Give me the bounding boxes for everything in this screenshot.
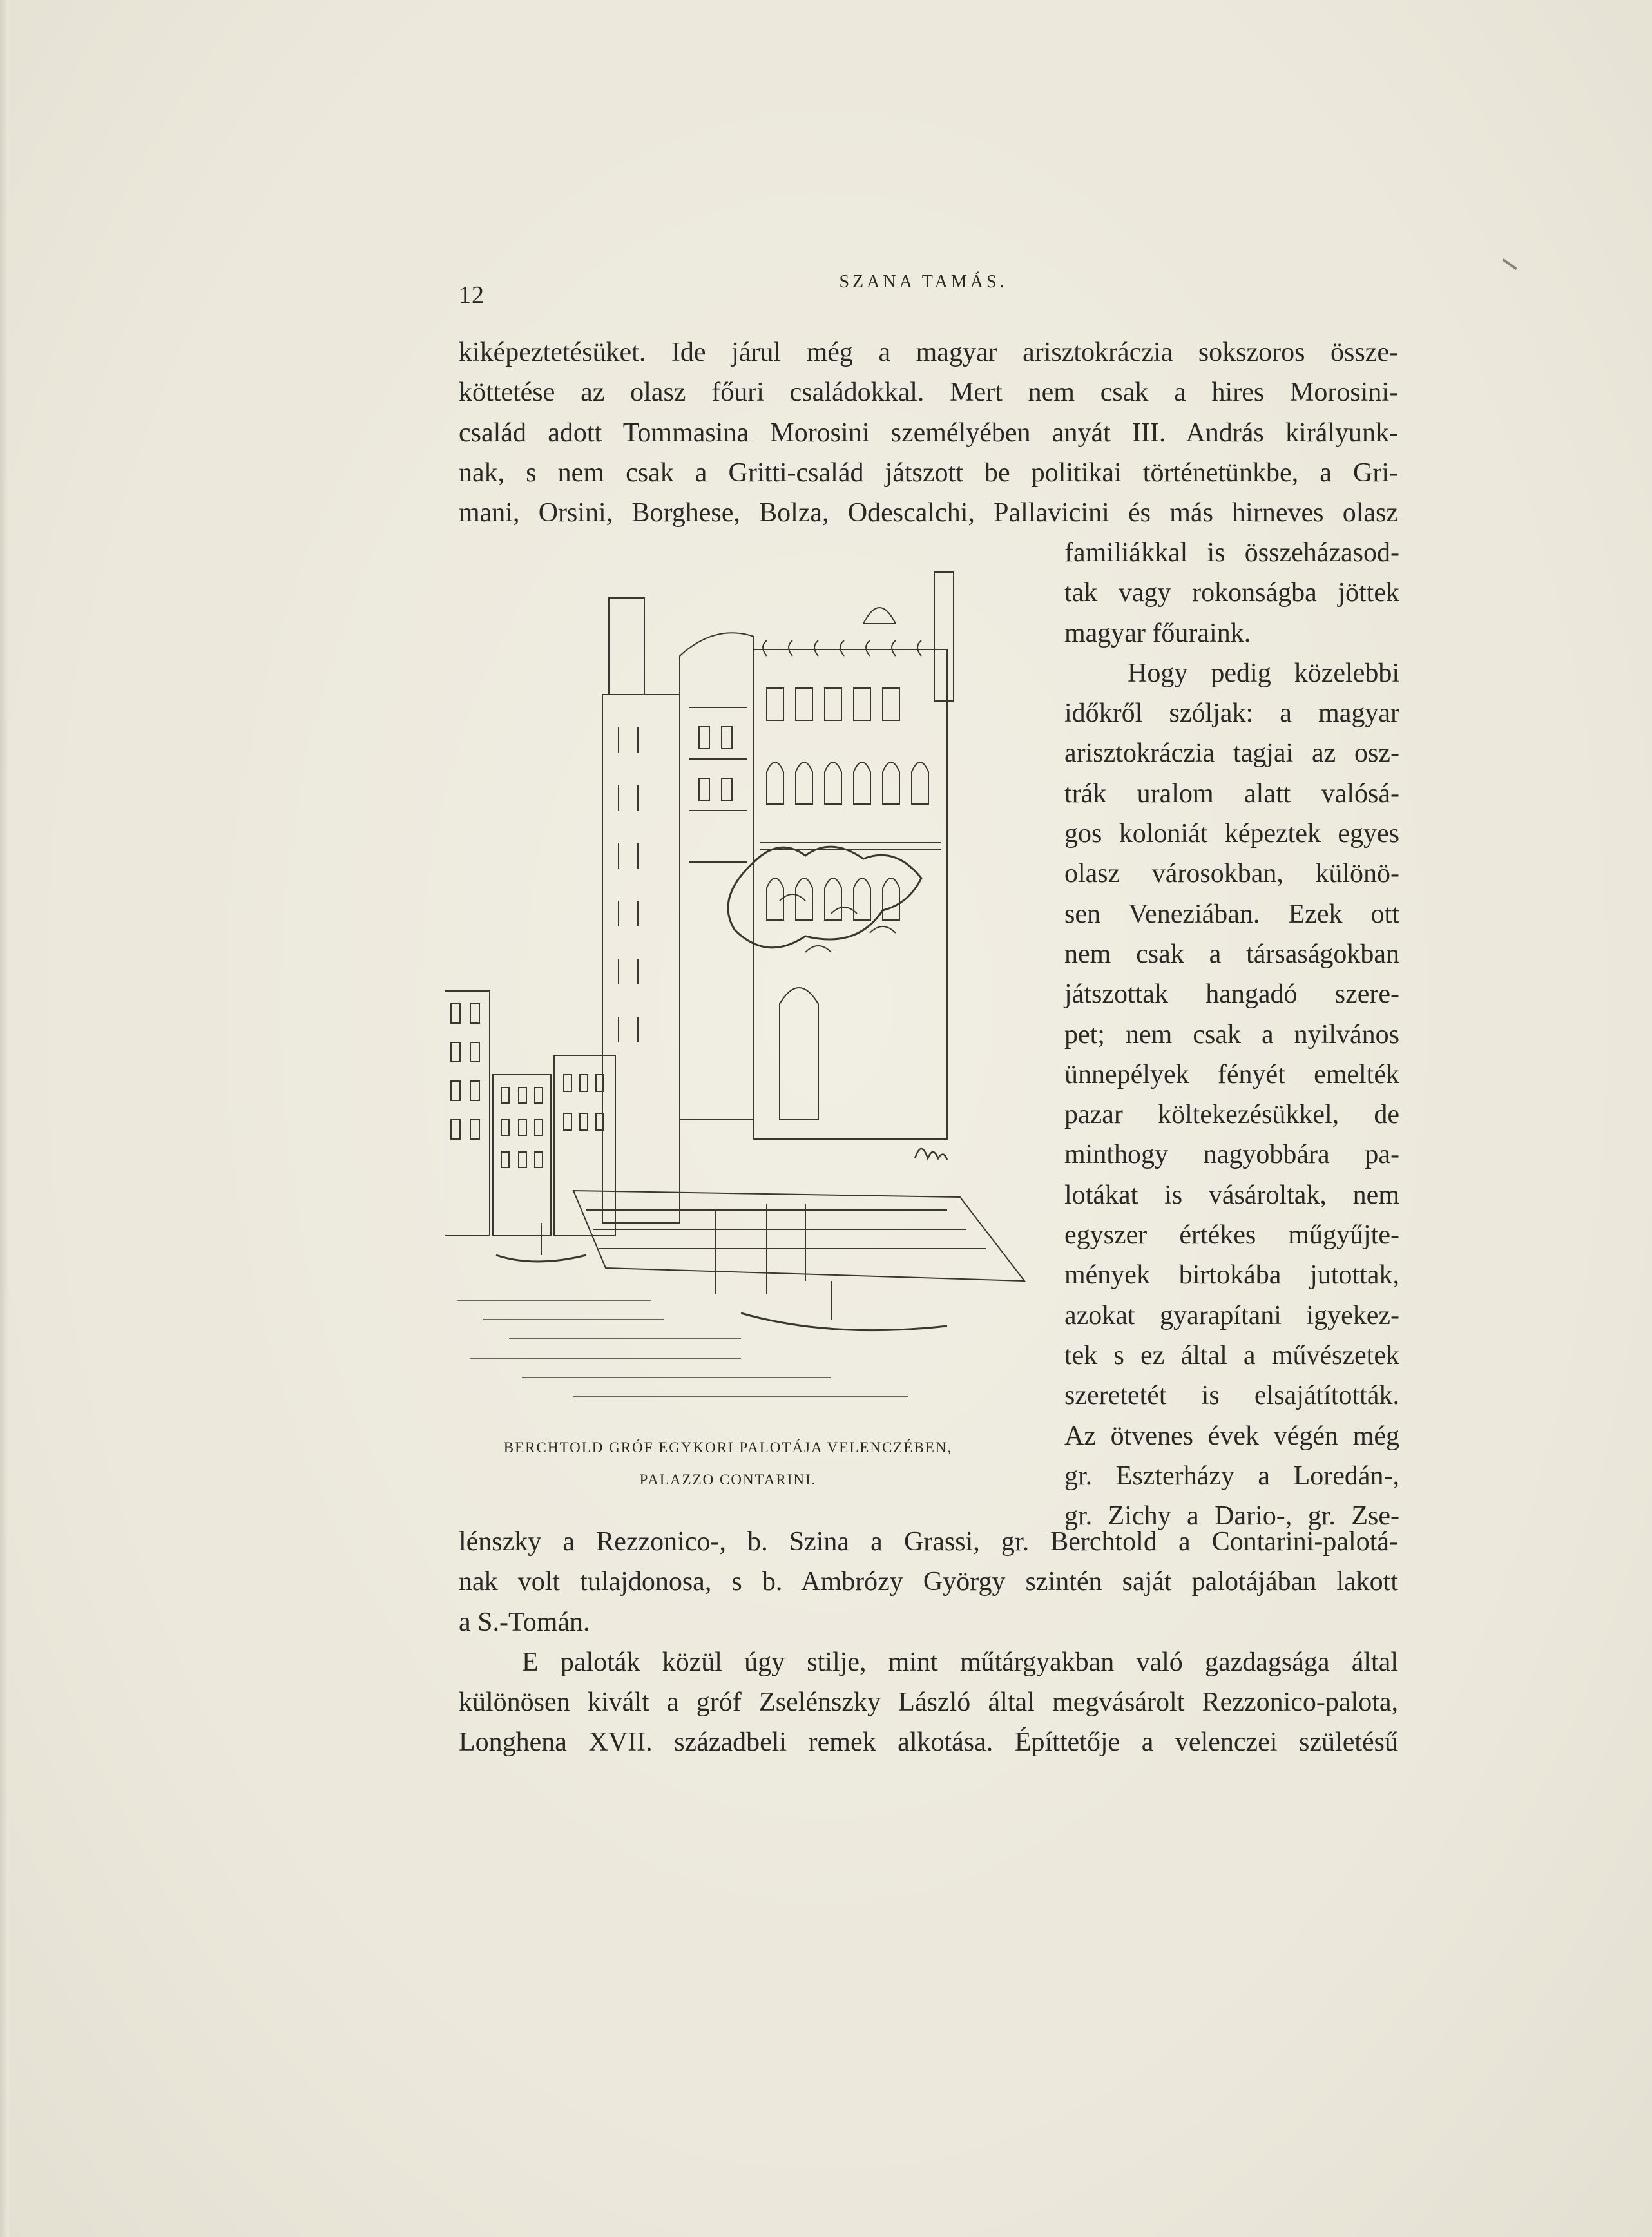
- text-line: család adott Tommasina Morosini személyében anyát III. András királyunk-: [459, 418, 1398, 448]
- text-line: minthogy nagyobbára pa-: [1064, 1140, 1399, 1170]
- binding-edge: [0, 0, 9, 2237]
- page-number: 12: [459, 282, 485, 309]
- text-line: pet; nem csak a nyilvános: [1064, 1019, 1399, 1050]
- paragraph-bottom: [459, 1522, 1398, 1763]
- text-line: sen Veneziában. Ezek ott: [1064, 899, 1399, 929]
- text-line: lénszky a Rezzonico-, b. Szina a Grassi, gr. Berchtold a Contarini-palotá-: [459, 1527, 1398, 1557]
- text-line: köttetése az olasz főuri családokkal. Mert nem csak a hires Morosini-: [459, 378, 1398, 408]
- text-line: tak vagy rokonságba jöttek: [1064, 578, 1399, 608]
- text-line: Longhena XVII. századbeli remek alkotása. Építtetője a velenczei születésű: [459, 1727, 1398, 1758]
- paper-mark: [1502, 258, 1517, 270]
- text-line: mények birtokába jutottak,: [1064, 1260, 1399, 1291]
- text-line: pazar költekezésükkel, de: [1064, 1100, 1399, 1130]
- text-line: arisztokráczia tagjai az osz-: [1064, 738, 1399, 769]
- text-line: gr. Zichy a Dario-, gr. Zse-: [1064, 1501, 1399, 1531]
- text-line: Az ötvenes évek végén még: [1064, 1421, 1399, 1451]
- text-line: tek s ez által a művészetek: [1064, 1340, 1399, 1370]
- text-line: Hogy pedig közelebbi: [1128, 658, 1399, 688]
- text-line: nem csak a társaságokban: [1064, 939, 1399, 969]
- text-line: gr. Eszterházy a Loredán-,: [1064, 1461, 1399, 1491]
- running-title: SZANA TAMÁS.: [839, 272, 1008, 292]
- text-line: trák uralom alatt valósá-: [1064, 778, 1399, 809]
- text-line: nak volt tulajdonosa, s b. Ambrózy György szintén saját palotájában lakott: [459, 1567, 1398, 1597]
- figure-caption: [451, 1432, 1005, 1496]
- palazzo-contarini-illustration: [445, 540, 1050, 1416]
- text-line: lotákat is vásároltak, nem: [1064, 1180, 1399, 1210]
- text-line: olasz városokban, különö-: [1064, 859, 1399, 889]
- text-line: különösen kivált a gróf Zselénszky László által megvásárolt Rezzonico-palota,: [459, 1687, 1398, 1718]
- text-line: ünnepélyek fényét emelték: [1064, 1059, 1399, 1090]
- paragraph-top: [459, 332, 1398, 533]
- text-line: nak, s nem csak a Gritti-család játszott be politikai történetünkbe, a Gri-: [459, 457, 1398, 488]
- text-line: gos koloniát képeztek egyes: [1064, 819, 1399, 849]
- paragraph-wrap: [1064, 533, 1399, 1536]
- text-line: egyszer értékes műgyűjte-: [1064, 1220, 1399, 1251]
- caption-line: BERCHTOLD GRÓF EGYKORI PALOTÁJA VELENCZÉBEN,: [503, 1439, 953, 1455]
- text-line: E paloták közül úgy stilje, mint műtárgyakban való gazdagsága által: [522, 1647, 1398, 1677]
- text-line: azokat gyarapítani igyekez-: [1064, 1300, 1399, 1330]
- text-line: a S.-Tomán.: [459, 1607, 590, 1637]
- text-line: kiképeztetésüket. Ide járul még a magyar arisztokráczia sokszoros össze-: [459, 338, 1398, 367]
- text-line: szeretetét is elsajátították.: [1064, 1381, 1399, 1411]
- running-head: [459, 269, 1388, 308]
- text-line: familiákkal is összeházasod-: [1064, 538, 1399, 568]
- text-line: időkről szóljak: a magyar: [1064, 698, 1399, 729]
- caption-line: PALAZZO CONTARINI.: [639, 1472, 817, 1488]
- text-line: mani, Orsini, Borghese, Bolza, Odescalchi, Pallavicini és más hirneves olasz: [459, 498, 1398, 528]
- text-line: magyar főuraink.: [1064, 618, 1251, 648]
- text-line: játszottak hangadó szere-: [1064, 979, 1399, 1010]
